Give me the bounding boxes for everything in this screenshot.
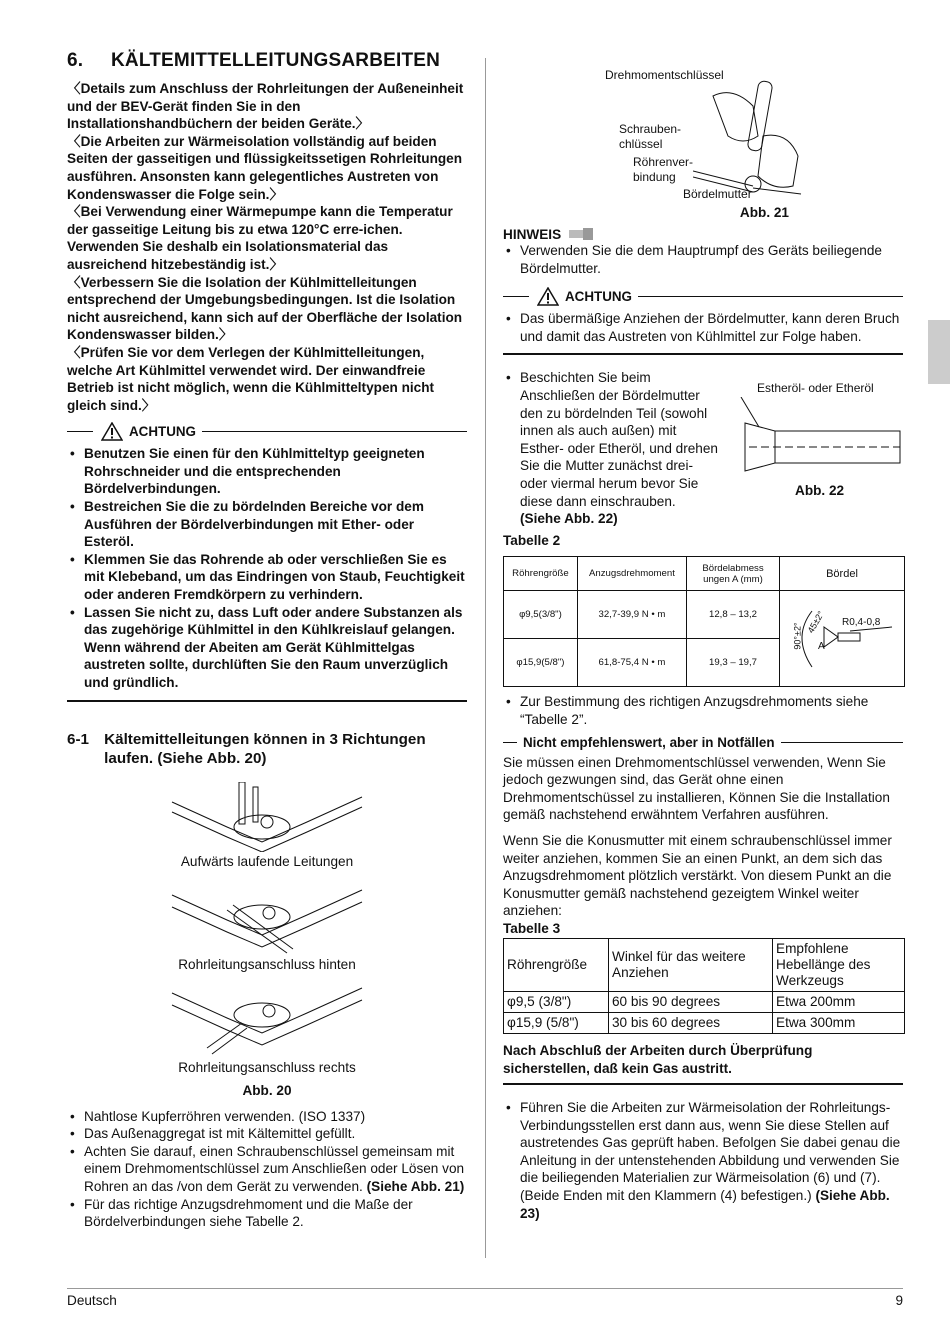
intro-5: 〈Prüfen Sie vor dem Verlegen der Kühlmittelleitungen, welche Art Kühlmittel verwendet wird. Der einwandfreie Betrieb ist nicht möglich, wenn die Kühlmitteltypen nicht gleich sind.〉 <box>67 344 435 413</box>
table3-title: Tabelle 3 <box>503 920 561 936</box>
table2-cell: 61,8-75,4 N • m <box>577 639 686 687</box>
table2-header: Anzugsdrehmoment <box>577 557 686 591</box>
fig20-caption-1: Aufwärts laufende Leitungen <box>180 853 354 869</box>
caution-item: • Lassen Sie nicht zu, dass Luft oder andere Substanzen als das zugehörige Kühlmittel in den Kühlkreislauf gelangen. Wenn während der Abeiten am Gerät Kühlmittelgas austreten sollte, durchlüften Sie den Raum unverzüglich und gründlich. <box>67 604 467 692</box>
pipe-back-figure <box>167 875 367 955</box>
table2-header: Bördelabmess ungen A (mm) <box>687 557 780 591</box>
coat-list <box>503 369 718 527</box>
table2-cell: φ9,5(3/8") <box>504 591 578 639</box>
divider <box>67 700 467 702</box>
flare-nut-label: Bördelmutter <box>683 187 752 201</box>
flare-oil-drawing <box>735 397 905 477</box>
fig21 <box>503 50 903 222</box>
table3-cell: Etwa 200mm <box>773 991 905 1012</box>
table2-cell: 19,3 – 19,7 <box>687 639 780 687</box>
subsection-heading: 6-1 Kältemittelleitungen können in 3 Richtungen laufen. (Siehe Abb. 20) <box>67 730 426 767</box>
angle45-label: 45±2° <box>805 609 827 636</box>
union-label-2: bindung <box>633 170 676 184</box>
final-item: • Führen Sie die Arbeiten zur Wärmeisolation der Rohrleitungs-Verbindungsstellen erst dann aus, wenn Sie diese Stellen auf austretendes Gas geprüft haben. Befolgen Sie dabei genau die Anleitung in der untenstehenden Abbildung und verwenden Sie die beiliegenden Materialien zur Wärmeisolation (6) und (7). (Beide Enden mit den Klammern (4) befestigen.) (Siehe Abb. 23) <box>503 1099 903 1222</box>
fig21-label: Abb. 21 <box>739 205 789 220</box>
table3-header: Winkel für das weitere Anziehen <box>609 938 773 991</box>
table2 <box>503 556 905 687</box>
note-hand-icon <box>567 226 595 242</box>
caution-item: • Klemmen Sie das Rohrende ab oder verschließen Sie es mit Klebeband, um das Eindringen von Staub, Feuchtigkeit oder anderen Fremdkörpern zu verhindern. <box>67 551 467 604</box>
fig22-label: Abb. 22 <box>795 483 845 499</box>
not-recommended-header: Nicht empfehlenswert, aber in Notfällen <box>503 735 903 750</box>
dimension-a-label: A <box>818 641 825 653</box>
caution2-header: ACHTUNG <box>503 287 903 306</box>
table2-cell: φ15,9(5/8") <box>504 639 578 687</box>
table3-cell: 30 bis 60 degrees <box>609 1012 773 1033</box>
section-heading: 6. KÄLTEMITTELLEITUNGSARBEITEN <box>67 50 441 71</box>
right-column <box>503 50 903 1222</box>
table2-cell: 12,8 – 13,2 <box>687 591 780 639</box>
divider <box>503 1083 903 1085</box>
caution-item: • Benutzen Sie einen für den Kühlmitteltyp geeigneten Rohrschneider und die entsprechenden Bördelverbindungen. <box>67 445 467 498</box>
coat-item: • Beschichten Sie beim Anschließen der Bördelmutter den zu bördelnden Teil (sowohl innen als auch außen) mit Esther- oder Etheröl, und drehen Sie die Mutter zunächst drei- oder viermal herum bevor Sie diese dann einschrauben. (Siehe Abb. 22) <box>503 369 718 527</box>
radius-label: R0,4-0,8 <box>842 617 881 629</box>
page-tab-marker <box>928 320 950 384</box>
not-recommended-p1: Sie müssen einen Drehmomentschlüssel verwenden, Wenn Sie jedoch gezwungen sind, das Gerät ohne einen Drehmomentschüssel zu installieren, Können Sie die Installation gemäß nachstehend erwähntem Verfahren ausführen. <box>503 754 890 823</box>
warning-icon <box>537 287 559 306</box>
final-check: Nach Abschluß der Arbeiten durch Überprüfung sicherstellen, daß kein Gas austritt. <box>503 1042 813 1076</box>
fig20-caption-3: Rohrleitungsanschluss rechts <box>178 1059 356 1075</box>
copper-list <box>67 1108 467 1231</box>
flare-cell <box>780 591 905 687</box>
list-item: • Für das richtige Anzugsdrehmoment und die Maße der Bördelverbindungen siehe Tabelle 2. <box>67 1196 467 1231</box>
caution-header: ACHTUNG <box>67 422 467 441</box>
torque-wrench-label: Drehmomentschlüssel <box>605 68 724 82</box>
list-item: • Nahtlose Kupferröhren verwenden. (ISO 1337) <box>67 1108 467 1126</box>
table3-cell: φ15,9 (5/8") <box>504 1012 609 1033</box>
hinweis-header: HINWEIS <box>503 226 903 242</box>
list-item: • Das Außenaggregat ist mit Kältemittel gefüllt. <box>67 1125 467 1143</box>
pipe-right-figure <box>167 978 367 1058</box>
footer-language: Deutsch <box>67 1293 117 1308</box>
coat-block <box>503 369 903 529</box>
caution2-item: • Das übermäßige Anziehen der Bördelmutter, kann deren Bruch und damit das Austreten von Kühlmittel zur Folge haben. <box>503 310 903 345</box>
page-number: 9 <box>895 1293 903 1308</box>
hinweis-list <box>503 242 903 277</box>
page-footer <box>67 1288 903 1308</box>
fig20-label: Abb. 20 <box>242 1082 292 1098</box>
final-list <box>503 1099 903 1222</box>
table2-note-list <box>503 693 903 728</box>
table3-header: Röhrengröße <box>504 938 609 991</box>
table3 <box>503 938 905 1034</box>
wrench-hands-drawing <box>693 76 803 196</box>
intro-2: 〈Die Arbeiten zur Wärmeisolation vollständig auf beiden Seiten der gasseitigen und flüssigkeitssetigen Rohrleitungen ausführen. Ansonsten kann gelegentliches Austreten von Kondenswasser die Folge sein.〉 <box>67 133 463 202</box>
table2-cell: 32,7-39,9 N • m <box>577 591 686 639</box>
oil-label: Estheröl- oder Etheröl <box>757 381 874 396</box>
table2-title: Tabelle 2 <box>503 533 561 549</box>
table3-cell: φ9,5 (3/8") <box>504 991 609 1012</box>
pipe-up-figure <box>167 782 367 852</box>
fig20-caption-2: Rohrleitungsanschluss hinten <box>178 956 356 972</box>
hinweis-item: • Verwenden Sie die dem Hauptrumpf des Geräts beiliegende Bördelmutter. <box>503 242 903 277</box>
left-column <box>67 50 467 1231</box>
intro-3: 〈Bei Verwendung einer Wärmepumpe kann die Temperatur der gasseitige Leitung bis zu etwa 120°C erre-ichen. Verwenden Sie deshalb ein Isolationsmaterial das ausreichend hitzebeständig ist.〉 <box>67 204 453 272</box>
intro-4: 〈Verbessern Sie die Isolation der Kühlmittelleitungen entsprechend der Umgebungsbedingungen. Ist die Isolation nicht ausreichend, kann sich auf der Oberfläche der Isolation Kondenswasser bilden.〉 <box>67 274 463 343</box>
angle90-label: 90°±2° <box>792 622 803 650</box>
caution-item: • Bestreichen Sie die zu bördelnden Bereiche vor dem Ausführen der Bördelverbindungen mit Ether- oder Esteröl. <box>67 498 467 551</box>
caution-list <box>67 445 467 691</box>
wrench-label-1: Schrauben- <box>619 122 682 136</box>
column-divider <box>485 58 486 1258</box>
wrench-label-2: chlüssel <box>619 137 663 151</box>
table3-cell: Etwa 300mm <box>773 1012 905 1033</box>
table2-note: • Zur Bestimmung des richtigen Anzugsdrehmoments siehe “Tabelle 2”. <box>503 693 903 728</box>
warning-icon <box>101 422 123 441</box>
list-item: • Achten Sie darauf, einen Schraubenschlüssel gemeinsam mit einem Drehmomentschlüssel zum Anschließen oder Lösen von Rohren an das /von dem Gerät zu verwenden. (Siehe Abb. 21) <box>67 1143 467 1196</box>
table2-header: Röhrengröße <box>504 557 578 591</box>
table2-header: Bördel <box>780 557 905 591</box>
intro-1: 〈Details zum Anschluss der Rohrleitungen der Außeneinheit und der BEV-Gerät finden Sie in den Installationshandbüchern der beiden Geräte.〉 <box>67 81 464 132</box>
divider <box>503 353 903 355</box>
not-recommended-p2: Wenn Sie die Konusmutter mit einem schraubenschlüssel immer weiter anziehen, kommen Sie an einen Punkt, an dem sich das Anzugsdrehmoment plötzlich verstärkt. Von diesem Punkt an die Konusmutter gemäß nachstehend gezeigtem Winkel weiter anziehen: <box>503 832 892 919</box>
caution2-list <box>503 310 903 345</box>
table3-cell: 60 bis 90 degrees <box>609 991 773 1012</box>
union-label-1: Röhrenver- <box>633 155 694 169</box>
table3-header: Empfohlene Hebellänge des Werkzeugs <box>773 938 905 991</box>
